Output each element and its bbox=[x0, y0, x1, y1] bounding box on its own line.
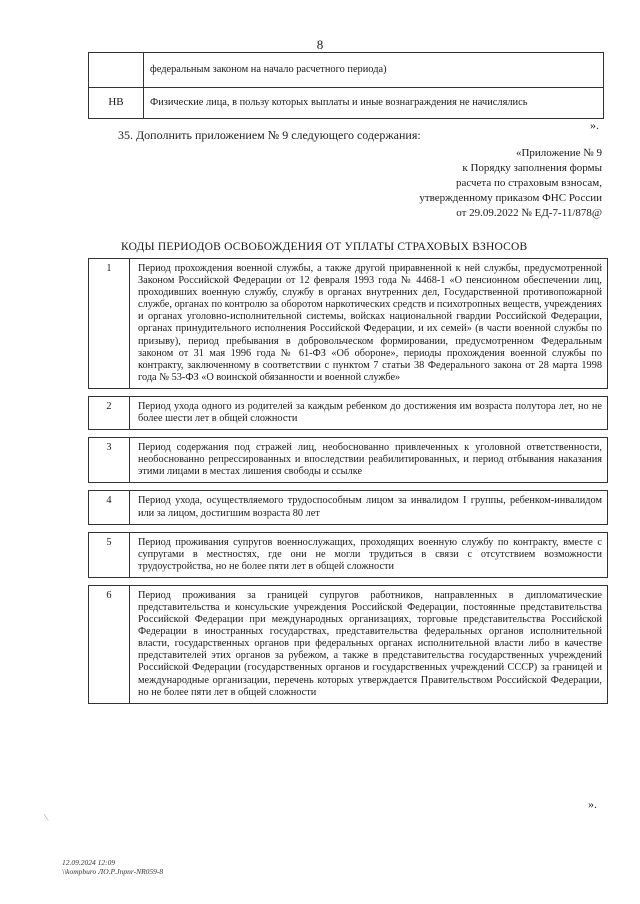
code-cell: НВ bbox=[89, 88, 144, 119]
code-description: Период ухода одного из родителей за каждым ребенком до достижения им возраста полутора лет, но не более шести лет в общей сложности bbox=[130, 396, 608, 429]
print-stamp bbox=[62, 858, 163, 876]
code-number: 5 bbox=[89, 532, 130, 577]
appendix-header bbox=[419, 146, 602, 221]
code-number: 6 bbox=[89, 585, 130, 703]
table-row bbox=[89, 532, 608, 577]
page-number: 8 bbox=[316, 37, 324, 52]
row-gap bbox=[89, 388, 608, 396]
appendix-line: от 29.09.2022 № ЕД-7-11/878@ bbox=[456, 207, 602, 219]
appendix-line: расчета по страховым взносам, bbox=[455, 177, 602, 189]
code-description: Период прохождения военной службы, а также другой приравненной к ней службы, предусмотренной Законом Российской Федерации от 12 февраля 1993 года № 4468-1 «О пенсионном обеспечении лиц, проходивших военную службу, службу в органах внутренних дел, Государственной противопожарной службе, органах по контролю за оборотом наркотических средств и психотропных веществ, учреждениях и органах уголовно-исполнительной системы, войсках национальной гвардии Российской Федерации, органах принудительного исполнения Российской Федерации, и их семей» (в части военной службы по призыву), период пребывания в добровольческом формировании, предусмотренном Федеральным законом от 31 мая 1996 года № 61-ФЗ «Об обороне», периоды прохождения военной службы по контракту, заключенному в соответствии с пунктом 7 статьи 38 Федерального закона от 28 марта 1998 года № 53-ФЗ «О воинской обязанности и военной службе» bbox=[130, 259, 608, 389]
code-number: 3 bbox=[89, 438, 130, 483]
table-row bbox=[89, 585, 608, 703]
closing-quote: ». bbox=[590, 118, 599, 132]
row-gap bbox=[89, 483, 608, 491]
code-description: Период ухода, осуществляемого трудоспособным лицом за инвалидом I группы, ребенком-инвалидом или за лицом, достигшим возраста 80 лет bbox=[130, 491, 608, 524]
appendix-line: утвержденному приказом ФНС России bbox=[419, 192, 602, 204]
pen-mark: ⁄ bbox=[41, 814, 53, 821]
code-description: Период содержания под стражей лиц, необоснованно привлеченных к уголовной ответственности, необоснованно репрессированных и впоследствии реабилитированных, и период отбывания наказания этими лицами в местах лишения свободы и ссылке bbox=[130, 438, 608, 483]
stamp-line: 12.09.2024 12:09 bbox=[62, 858, 116, 867]
amendment-paragraph: 35. Дополнить приложением № 9 следующего содержания: bbox=[118, 128, 421, 142]
appendix-line: «Приложение № 9 bbox=[515, 147, 602, 159]
code-number: 1 bbox=[89, 259, 130, 389]
table-row bbox=[89, 438, 608, 483]
appendix-line: к Порядку заполнения формы bbox=[462, 162, 602, 174]
row-gap bbox=[89, 577, 608, 585]
code-description: Период проживания супругов военнослужащих, проходящих военную службу по контракту, вместе с супругами в местностях, где они не могли трудиться в связи с отсутствием возможности трудоустройства, но не более пяти лет в общей сложности bbox=[130, 532, 608, 577]
table-row bbox=[89, 88, 604, 119]
row-gap bbox=[89, 430, 608, 438]
table-row bbox=[89, 53, 604, 88]
code-number: 2 bbox=[89, 396, 130, 429]
table-row bbox=[89, 259, 608, 389]
description-cell: федеральным законом на начало расчетного периода) bbox=[144, 53, 604, 88]
code-cell bbox=[89, 53, 144, 88]
code-description: Период проживания за границей супругов работников, направленных в дипломатические представительства и консульские учреждения Российской Федерации, постоянные представительства Российской Федерации при международных организациях, торговые представительства Российской Федерации в иностранных государствах, представительства федеральных органов исполнительной власти, государственных органов при федеральных органах исполнительной власти либо в качестве представителей этих органов за рубежом, а также в представительства государственных учреждений Российской Федерации (государственных органов и государственных учреждений СССР) за границей и международные организации, перечень которых утверждается Правительством Российской Федерации, но не более пяти лет в общей сложности bbox=[130, 585, 608, 703]
table-row bbox=[89, 491, 608, 524]
table-row bbox=[89, 396, 608, 429]
description-cell: Физические лица, в пользу которых выплаты и иные вознаграждения не начислялись bbox=[144, 88, 604, 119]
row-gap bbox=[89, 524, 608, 532]
code-number: 4 bbox=[89, 491, 130, 524]
section-heading: КОДЫ ПЕРИОДОВ ОСВОБОЖДЕНИЯ ОТ УПЛАТЫ СТРАХОВЫХ ВЗНОСОВ bbox=[121, 241, 528, 253]
stamp-line: \\kompburo ЛО.Р.Jnpnr-NR059-8 bbox=[62, 867, 164, 876]
closing-quote: ». bbox=[588, 797, 597, 811]
exemption-codes-table bbox=[88, 258, 608, 704]
code-table-continuation bbox=[88, 52, 604, 119]
